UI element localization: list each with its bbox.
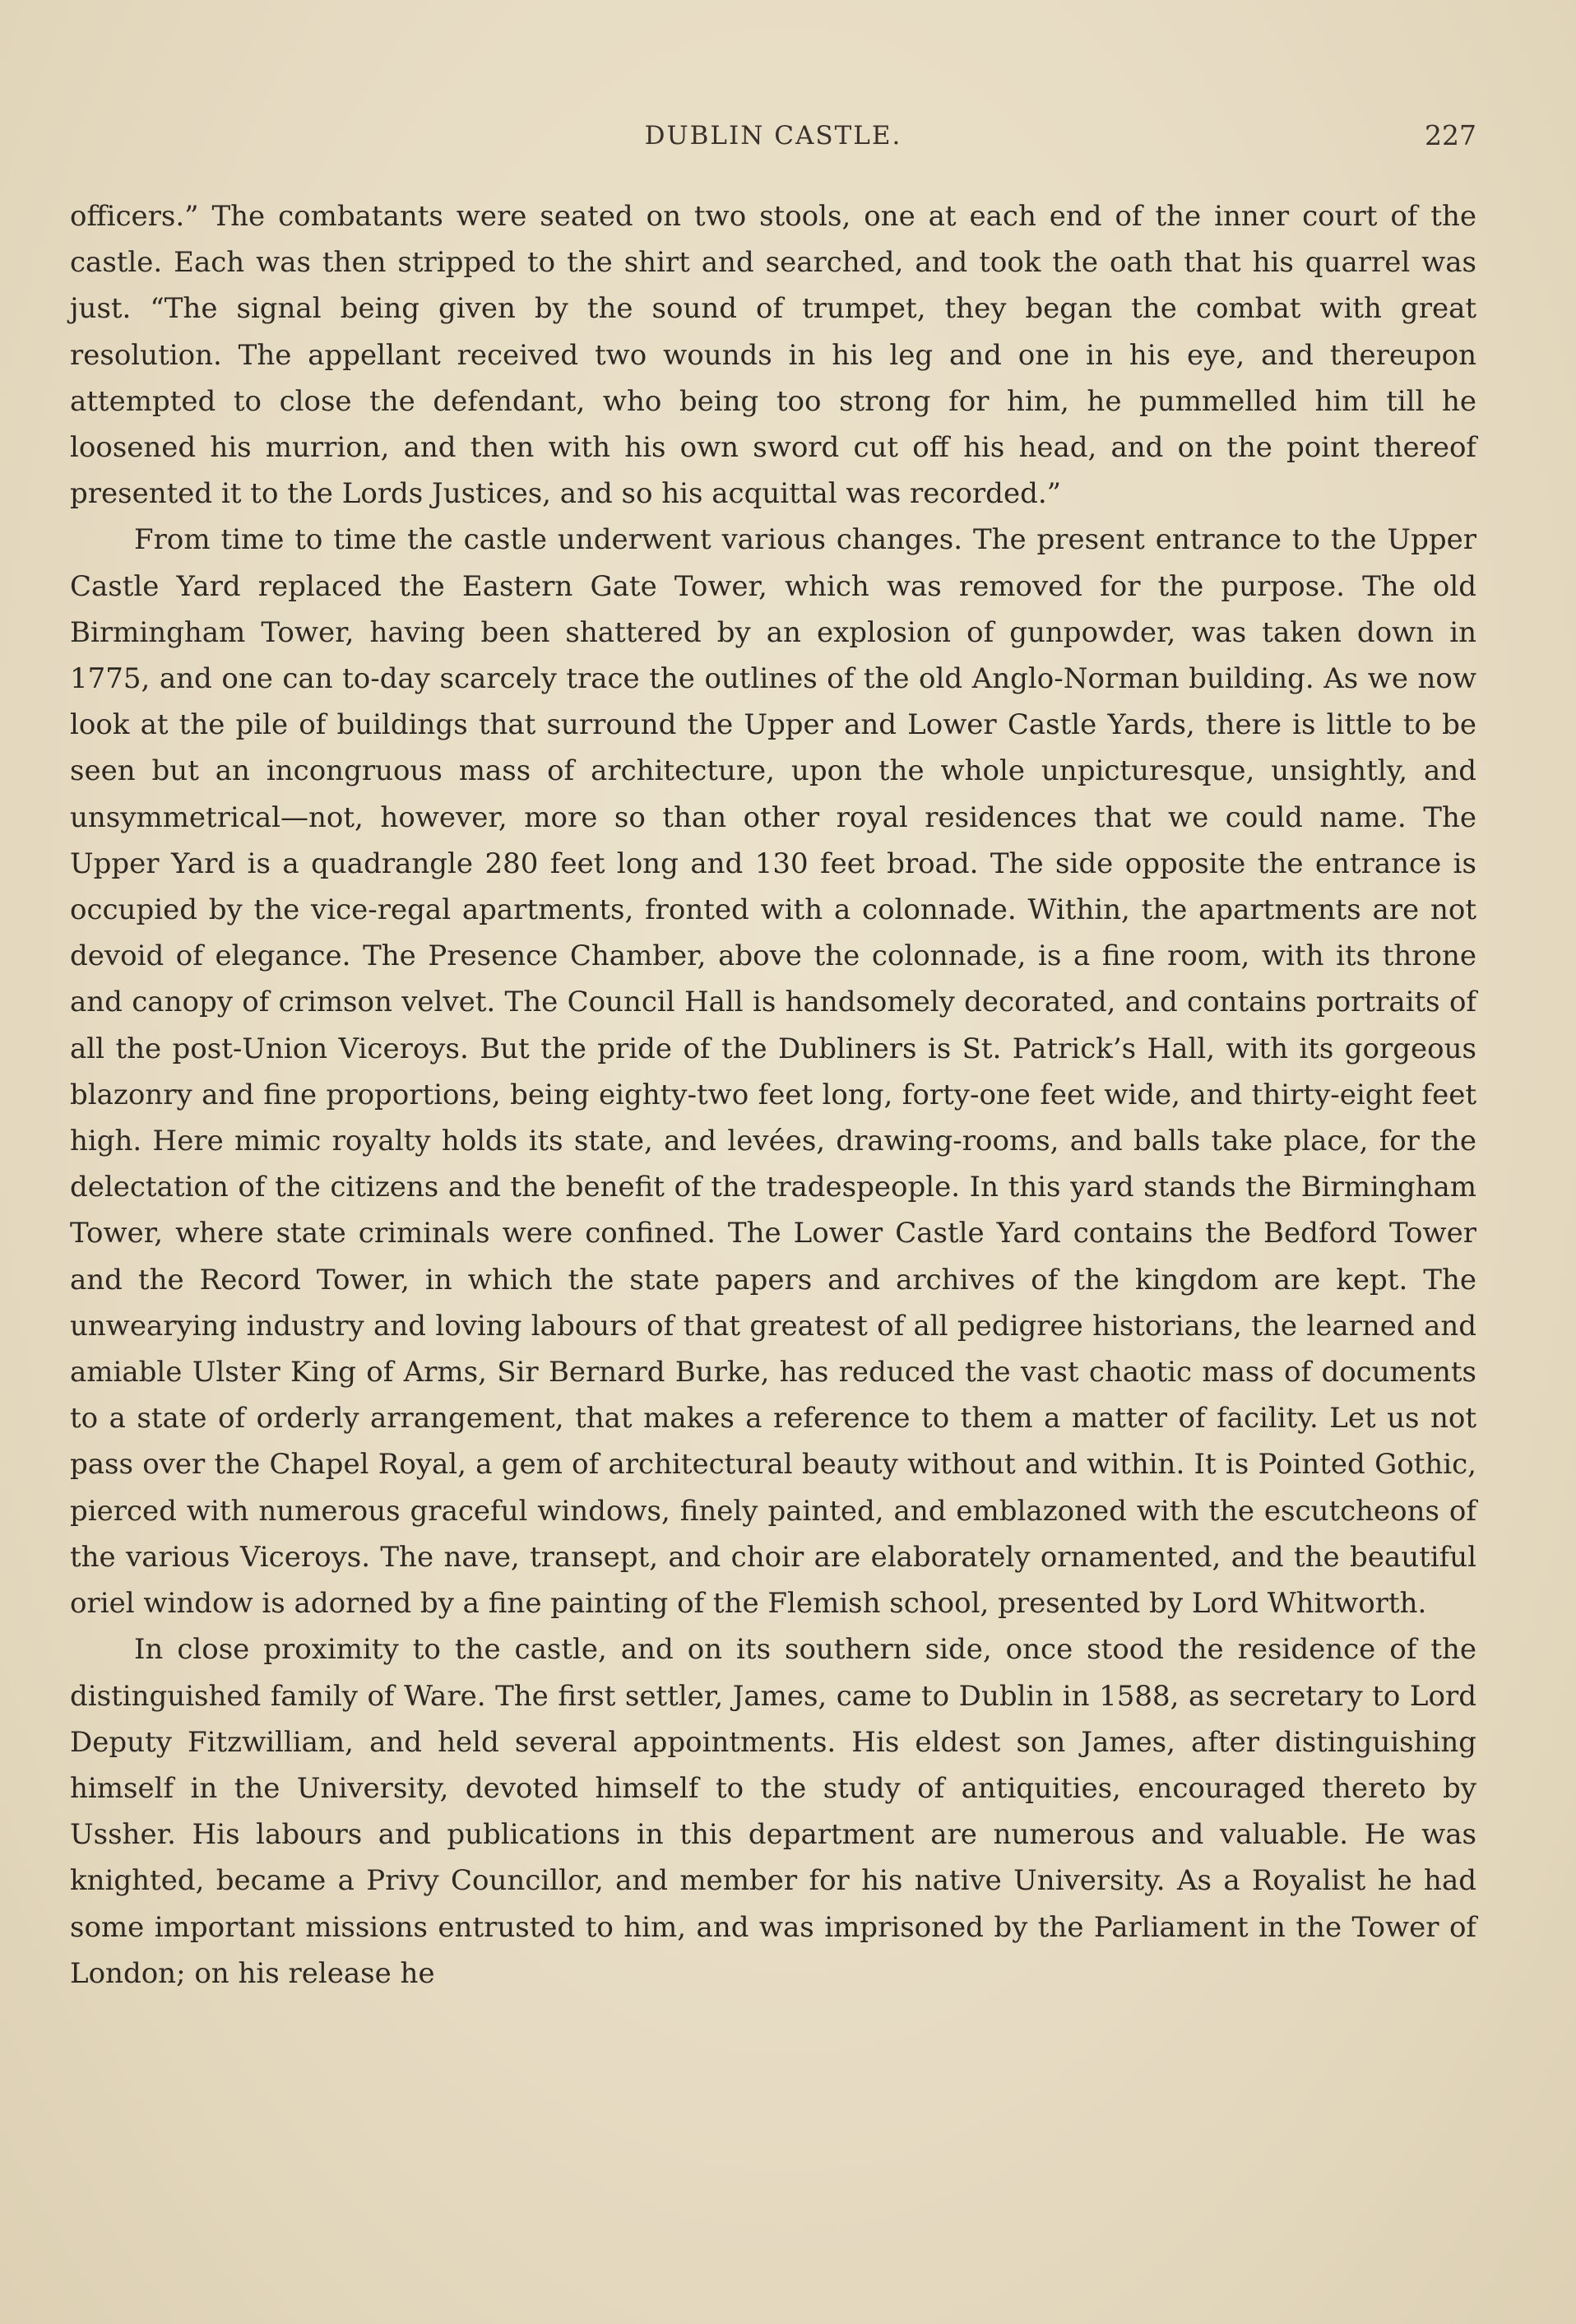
paragraph-castle-changes: From time to time the castle underwent various changes. The present entrance to the Upper Castle Yard replaced the Eastern Gate Tower, which was removed for the purpose. The old Birmingham Tower, having been shattered by an explosion of gunpowder, was taken down in 1775, and one can to-day scarcely trace the outlines of the old Anglo-Norman building. As we now look at the pile of buildings that surround the Upper and Lower Castle Yards, there is little to be seen but an incongruous mass of architecture, upon the whole unpicturesque, unsightly, and unsymmetrical—not, however, more so than other royal residences that we could name. The Upper Yard is a quadrangle 280 feet long and 130 feet broad. The side opposite the entrance is occupied by the vice-regal apartments, fronted with a colonnade. Within, the apartments are not devoid of elegance. The Presence Chamber, above the colonnade, is a fine room, with its throne and canopy of crimson velvet. The Council Hall is handsomely decorated, and contains portraits of all the post-Union Viceroys. But the pride of the Dubliners is St. Patrick’s Hall, with its gorgeous blazonry and fine proportions, being eighty-two feet long, forty-one feet wide, and thirty-eight feet high. Here mimic royalty holds its state, and levées, drawing-rooms, and balls take place, for the delectation of the citizens and the benefit of the tradespeople. In this yard stands the Birmingham Tower, where state criminals were confined. The Lower Castle Yard contains the Bedford Tower and the Record Tower, in which the state papers and archives of the kingdom are kept. The unwearying industry and loving labours of that greatest of all pedigree historians, the learned and amiable Ulster King of Arms, Sir Bernard Burke, has reduced the vast chaotic mass of documents to a state of orderly arrangement, that makes a reference to them a matter of facility. Let us not pass over the Chapel Royal, a gem of architectural beauty without and within. It is Pointed Gothic, pierced with numerous graceful windows, finely painted, and emblazoned with the escutcheons of the various Viceroys. The nave, transept, and choir are elaborately ornamented, and the beautiful oriel window is adorned by a fine painting of the Flemish school, presented by Lord Whitworth. [70, 523, 1476, 1621]
paragraph-combat: officers.” The combatants were seated on two stools, one at each end of the inner court of the castle. Each was then stripped to the shirt and searched, and took the oath that his quarrel was just. “The signal being given by the sound of trumpet, they began the combat with great resolution. The appellant received two wounds in his leg and one in his eye, and thereupon attempted to close the defendant, who being too strong for him, he pummelled him till he loosened his murrion, and then with his own sword cut off his head, and on the point thereof presented it to the Lords Justices, and so his acquittal was recorded.” [70, 200, 1476, 511]
paragraph-ware-family: In close proximity to the castle, and on its southern side, once stood the residence of the distinguished family of Ware. The first settler, James, came to Dublin in 1588, as secretary to Lord Deputy Fitzwilliam, and held several appointments. His eldest son James, after distinguishing himself in the University, devoted himself to the study of antiquities, encouraged thereto by Ussher. His labours and publications in this department are numerous and valuable. He was knighted, became a Privy Councillor, and member for his native University. As a Royalist he had some important missions entrusted to him, and was imprisoned by the Parliament in the Tower of London; on his release he [70, 1633, 1476, 1990]
running-title: DUBLIN CASTLE. [644, 121, 902, 151]
body-text [70, 193, 1476, 1997]
page-number: 227 [1425, 119, 1476, 151]
running-head [70, 115, 1476, 156]
